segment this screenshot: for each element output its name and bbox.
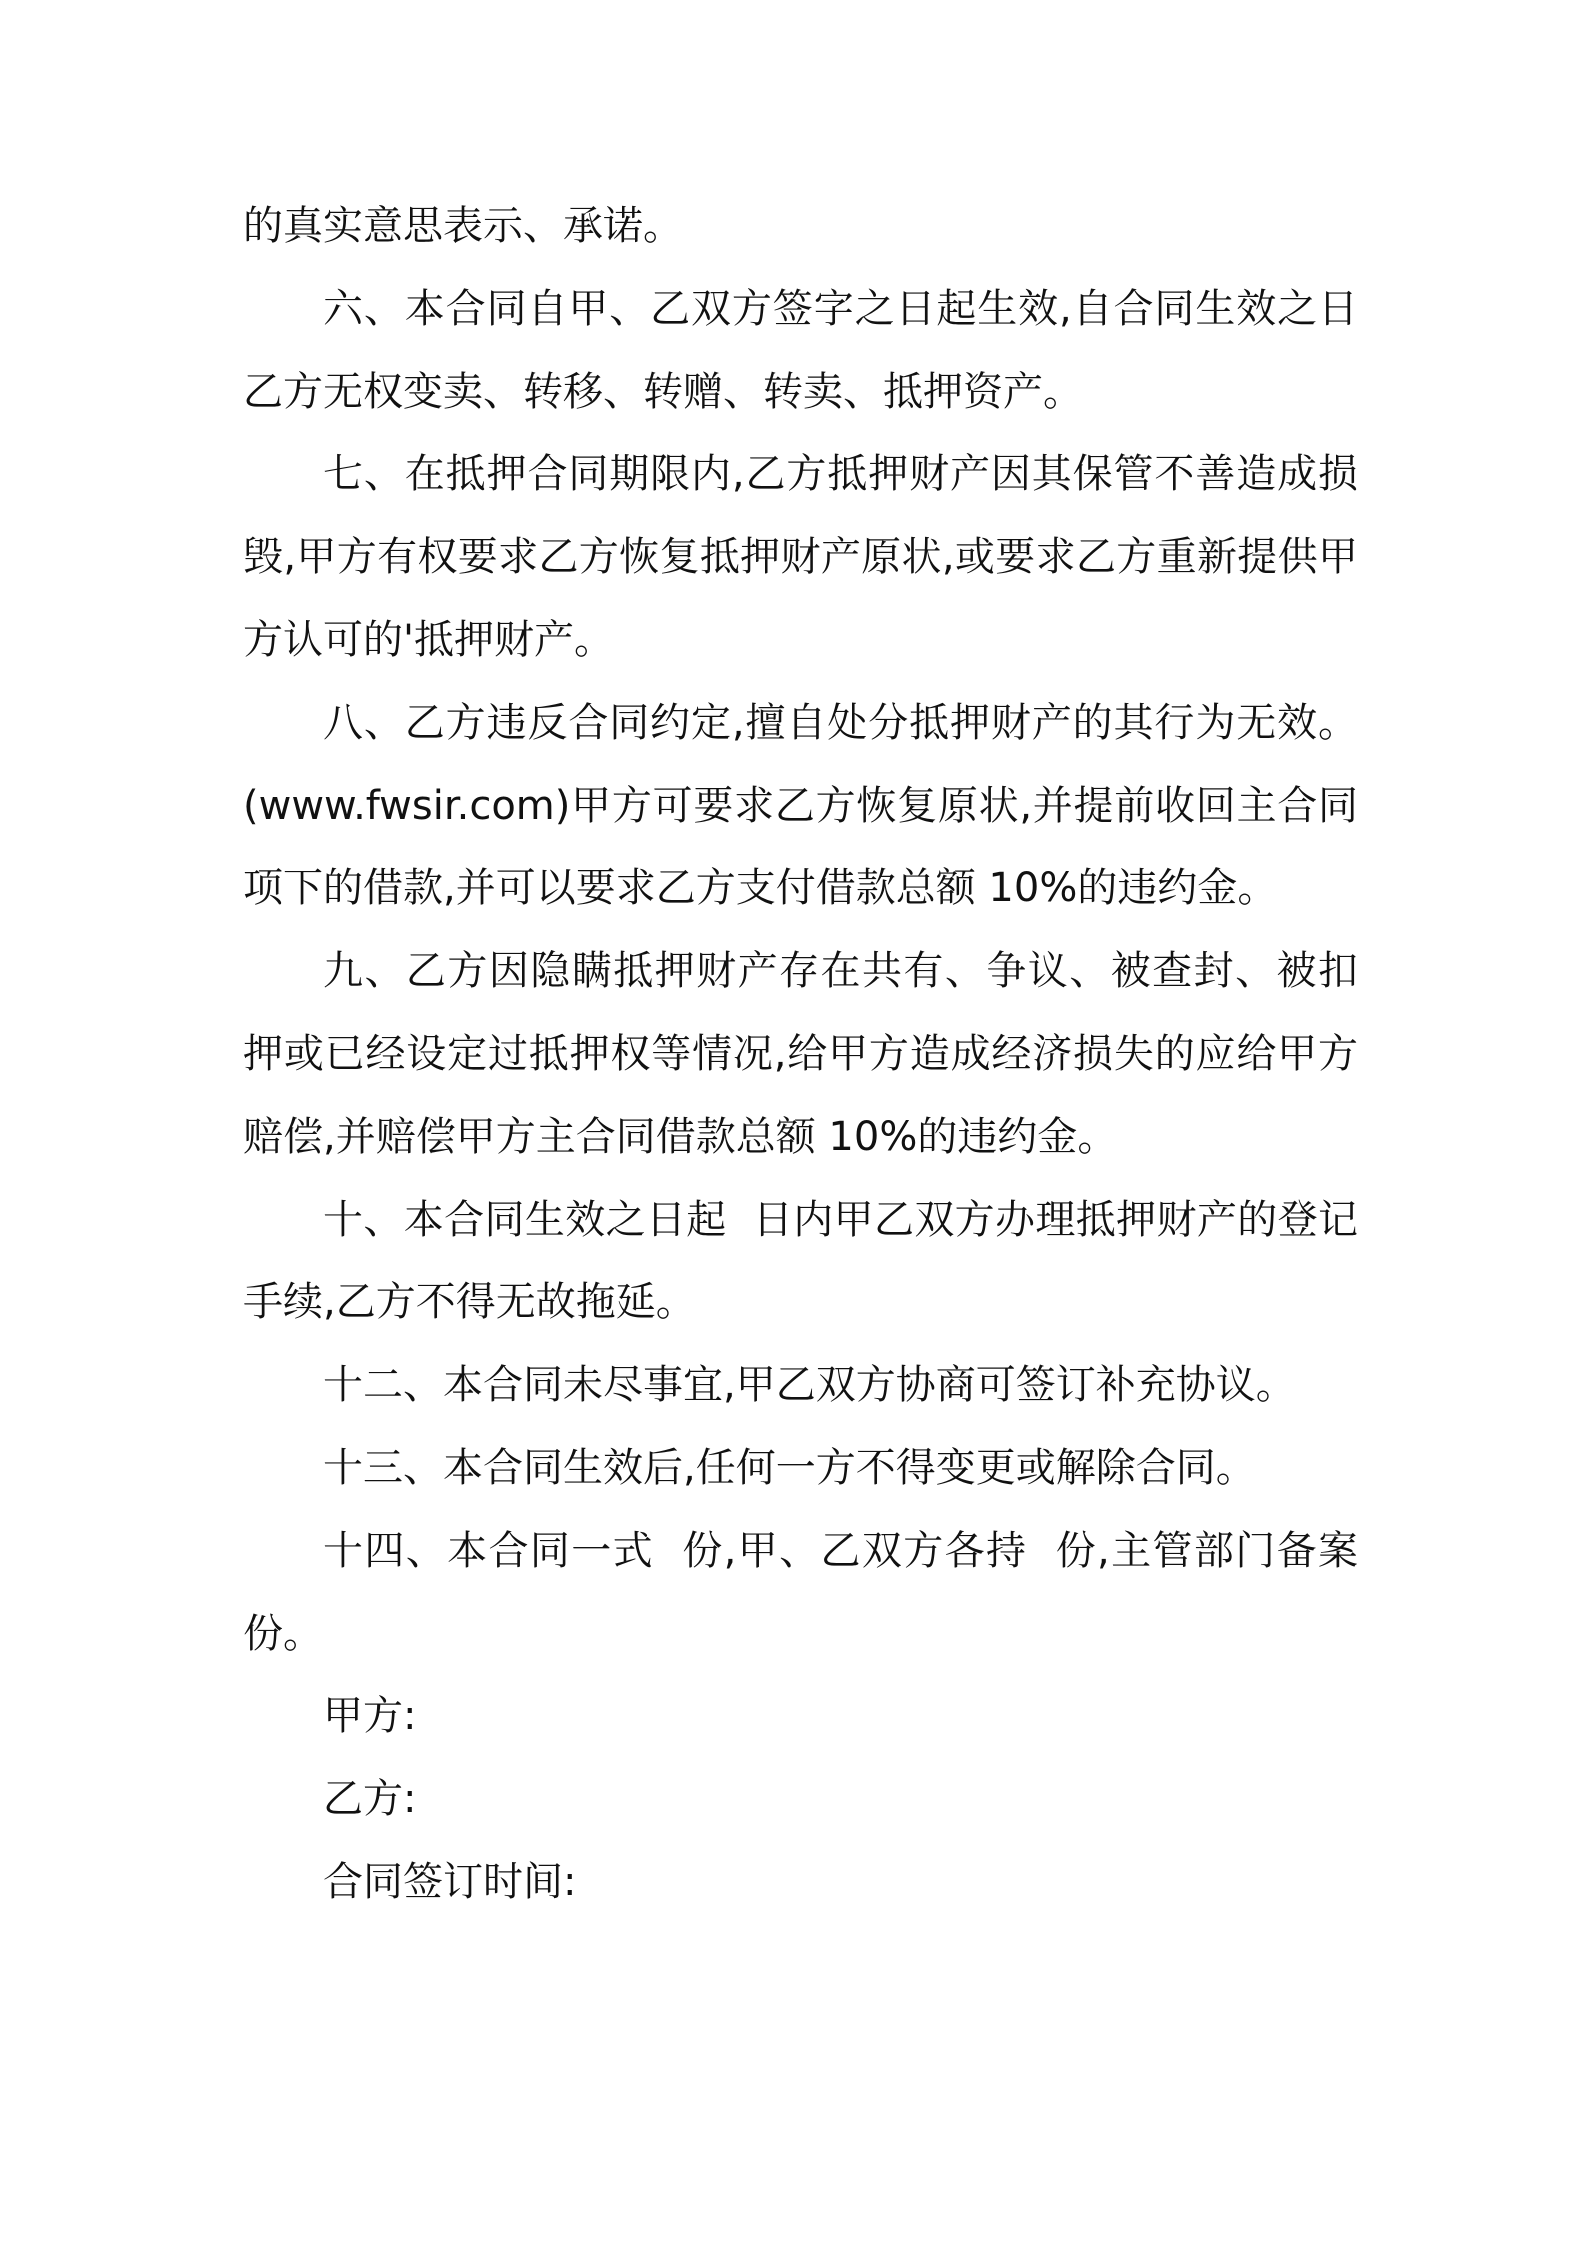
- signature-party-a: 甲方:: [323, 1693, 417, 1740]
- signature-date: 合同签订时间:: [323, 1858, 577, 1905]
- clause-12-paragraph: 十二、本合同未尽事宜,甲乙双方协商可签订补充协议。: [323, 1362, 1296, 1409]
- clause-14-paragraph: 十四、本合同一式 份,甲、乙双方各持 份,主管部门备案 份。: [243, 1527, 1384, 1657]
- clause-7-paragraph: 七、在抵押合同期限内,乙方抵押财产因其保管不善造成损毁,甲方有权要求乙方恢复抵押财产原状,或要求乙方重新提供甲方认可的'抵押财产。: [243, 451, 1358, 663]
- clause-13-paragraph: 十三、本合同生效后,任何一方不得变更或解除合同。: [323, 1444, 1256, 1491]
- contract-text-body: [243, 185, 1384, 1924]
- clause-8-paragraph: 八、乙方违反合同约定,擅自处分抵押财产的其行为无效。(www.fwsir.com)甲方可要求乙方恢复原状,并提前收回主合同项下的借款,并可以要求乙方支付借款总额 10%的违约金。: [243, 699, 1358, 912]
- clause-6-paragraph: 六、本合同自甲、乙双方签字之日起生效,自合同生效之日乙方无权变卖、转移、转赠、转卖、抵押资产。: [243, 285, 1358, 415]
- clause-10-paragraph: 十、本合同生效之日起 日内甲乙双方办理抵押财产的登记手续,乙方不得无故拖延。: [243, 1196, 1358, 1326]
- paragraph-continuation: 的真实意思表示、承诺。: [243, 203, 683, 249]
- signature-party-b: 乙方:: [323, 1776, 417, 1823]
- clause-9-paragraph: 九、乙方因隐瞒抵押财产存在共有、争议、被查封、被扣押或已经设定过抵押权等情况,给甲方造成经济损失的应给甲方赔偿,并赔偿甲方主合同借款总额 10%的违约金。: [243, 948, 1358, 1160]
